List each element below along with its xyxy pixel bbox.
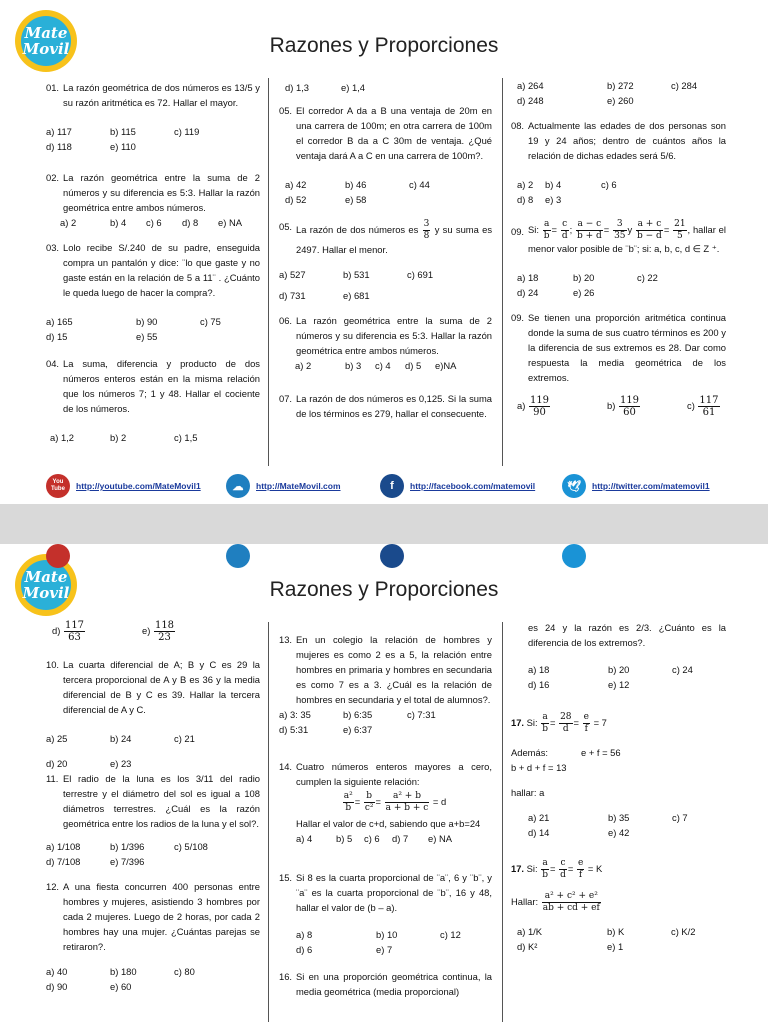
column-divider <box>502 622 503 1022</box>
footer-links <box>0 474 768 500</box>
question-08: 08. Actualmente las edades de dos personas son 19 y 24 años; dentro de cuántos años la relación de dichas edades será 5/6. <box>511 120 726 161</box>
question-09: 09. Si: $\frac{a}{b}$ = $\frac{c}{d}$ ; $\frac{a - c}{b + d}$ = $\frac{3}{35}$ y $\frac{a + c}{b - d}$ = $\frac{21}{5}$ , hallar el menor valor posible de ¨b¨; si: a, b, c, d ∈ Z ⁺. <box>511 219 726 254</box>
question-01: 01. La razón geométrica de dos números es 13/5 y su razón aritmética es 72. Hallar el mayor. <box>46 82 260 108</box>
question-13: 13. En un colegio la relación de hombres y mujeres es como 2 es a 5, la relación entre hombres en primaria y hombres en secundaria es como 7 es a 3. ¿Cuál es la relación de hombres en secundaria y el total de alumnos?. <box>279 634 492 705</box>
question-05b: 05. La razón de dos números es $\frac{3}{8}$ y su suma es 2497. Hallar el menor. <box>279 219 493 255</box>
column-3: a) 264 b) 272 c) 284 d) 248 e) 260 08. Actualmente las edades de dos personas son 19 y 24 años; dentro de cuántos años la relación de dichas edades será 5/6. a) 2 b) 4 c) 6 d) 8 e) 3 09. Si: $\frac{a}{b}$ = $\frac{c}{d}$ ; $\frac{a - c}{b + d}$ = $\frac{3}{35}$ y $\frac{a + c}{b - d}$ = $\frac{21}{5}$ , hallar el menor valor posible de ¨b¨; si: a, b, c, d ∈ Z ⁺. a) 18 b) 20 c) 22 d) 24 e) 26 09. Se tienen una proporción aritmética continua donde la suma de sus cuatro términos es 200 y la diferencia de sus extremos es 28. Dar como respuesta la media geométrica de los extremos. a) $\frac{119}{90}$ b) $\frac{119}{60}$ c) $\frac{117}{61}$ <box>511 80 726 418</box>
column-divider <box>268 78 269 466</box>
column-1: 01. La razón geométrica de dos números es 13/5 y su razón aritmética es 72. Hallar el mayor. a) 117 b) 115 c) 119 d) 118 e) 110 02. La razón geométrica entre la suma de 2 números y su diferencia es 5:3. Hallar la razón geométrica entre ambos números. a) 2 b) 4 c) 6 d) 8 e) NA 03. Lolo recibe S/.240 de su padre, enseguida compra un pantalón y dice: ¨lo que gaste y no gaste están en la relación de 5 a 11¨ . ¿Cuánto le queda luego de hacer la compra?. a) 165 b) 90 c) 75 d) 15 e) 55 04. La suma, diferencia y producto de dos números enteros están en la misma relación que los números 7; 1 y 48. Hallar el cociente de los números. a) 1,2 b) 2 c) 1,5 <box>46 82 260 443</box>
question-14: 14. Cuatro números enteros mayores a cero, cumplen la siguiente relación: $\frac{\text{a²}}{b}$ = $\frac{b}{\text{c²}}$ = $\frac{\text{a² + b}}{a + b + c}$ = d Hallar el valor de c+d, sabiendo que a+b=24 <box>279 761 492 829</box>
facebook-icon: f <box>380 474 404 498</box>
question-06: 06. La razón geométrica entre la suma de 2 números y su diferencia es 5:3. Hallar la razón geométrica entre ambos números. <box>279 315 492 356</box>
facebook-link[interactable]: http://facebook.com/matemovil <box>410 481 536 491</box>
twitter-icon <box>562 544 586 568</box>
worksheet-page-2 <box>0 544 768 1024</box>
question-17: 17. Si: $\frac{a}{b}$ = $\frac{28}{d}$ = $\frac{e}{f}$ = 7 Además: e + f = 56 b + d + f = 13 hallar: a a) 21 b) 35 c) 7 d) 14 e) 42 <box>511 712 688 838</box>
youtube-icon <box>46 544 70 568</box>
question-17b: 17. Si: $\frac{a}{b}$ = $\frac{c}{d}$ = $\frac{e}{f}$ = K Hallar: $\frac{\text{a² + c² + e²}}{ab + cd + ef}$ a) 1/K b) K c) K/2 d) K² e) 1 <box>511 858 696 952</box>
cloud-icon: ☁ <box>226 474 250 498</box>
cloud-icon <box>226 544 250 568</box>
matemovil-logo: Mate Movil <box>15 10 77 72</box>
page-title: Razones y Proporciones <box>269 34 499 57</box>
question-16-continued: es 24 y la razón es 2/3. ¿Cuánto es la diferencia de los extremos?. <box>528 622 726 648</box>
column-divider <box>268 622 269 1022</box>
matemovil-logo: Mate Movil <box>15 554 77 616</box>
website-link[interactable]: http://MateMovil.com <box>256 481 341 491</box>
question-02: 02. La razón geométrica entre la suma de 2 números y su diferencia es 5:3. Hallar la razón geométrica entre ambos números. <box>46 172 260 213</box>
question-10: 10. La cuarta diferencial de A; B y C es 29 la tercera proporcional de A y B es 36 y la media diferencial de B y C es 39. Hallar la tercera diferencial de A y C. <box>46 659 260 715</box>
column-3: es 24 y la razón es 2/3. ¿Cuánto es la diferencia de los extremos?. a) 18 b) 20 c) 24 d) 16 e) 12 17. Si: $\frac{a}{b}$ = $\frac{28}{d}$ = $\frac{e}{f}$ = 7 Además: e + f = 56 b + d + f = 13 hallar: a a) 21 b) 35 c) 7 d) 14 e) 42 17. Si: $\frac{a}{b}$ = $\frac{c}{d}$ = $\frac{e}{f}$ = K Hallar: $\frac{\text{a² + c² + e²}}{ab + cd + ef}$ a) 1/K b) K c) K/2 d) K² e) 1 <box>511 622 726 952</box>
question-12: 12. A una fiesta concurren 400 personas entre hombres y mujeres, asistiendo 3 hombres por cada 2 mujeres. Luego de 2 horas, por cada 2 hombres hay una mujer. ¿Cuántas parejas se retiraron?. <box>46 881 260 952</box>
worksheet-page-1 <box>0 0 768 504</box>
youtube-link[interactable]: http://youtube.com/MateMovil1 <box>76 481 201 491</box>
facebook-icon <box>380 544 404 568</box>
column-1: d) $\frac{117}{63}$ e) $\frac{118}{23}$ 10. La cuarta diferencial de A; B y C es 29 la tercera proporcional de A y B es 36 y la media diferencial de B y C es 39. Hallar la tercera diferencial de A y C. a) 25 b) 24 c) 21 d) 20 e) 23 11. El radio de la luna es los 3/11 del radio terrestre y el diámetro del sol es igual a 108 diámetros terrestres. ¿Cuál es la razón geométrica entre los radios de la luna y el sol?. a) 1/108 b) 1/396 c) 5/108 d) 7/108 e) 7/396 12. A una fiesta concurren 400 personas entre hombres y mujeres, asistiendo 3 hombres por cada 2 mujeres. Luego de 2 horas, por cada 2 hombres hay una mujer. ¿Cuántas parejas se retiraron?. a) 40 b) 180 c) 80 d) 90 e) 60 <box>46 620 260 992</box>
question-07: 07. La razón de dos números es 0,125. Si la suma de los términos es 279, hallar el consecuente. <box>279 393 492 419</box>
column-2: d) 1,3 e) 1,4 05. El corredor A da a B una ventaja de 20m en una carrera de 100m; en otra carrera de 100m el corredor B da a C 30m de ventaja. ¿Qué ventaja dará A a C en una carrera de 100m?. a) 42 b) 46 c) 44 d) 52 e) 58 05. La razón de dos números es $\frac{3}{8}$ y su suma es 2497. Hallar el menor. a) 527 b) 531 c) 691 d) 731 e) 681 06. La razón geométrica entre la suma de 2 números y su diferencia es 5:3. Hallar la razón geométrica entre ambos números. a) 2 b) 3 c) 4 d) 5 e)NA 07. La razón de dos números es 0,125. Si la suma de los términos es 279, hallar el consecuente. <box>279 82 493 419</box>
question-04: 04. La suma, diferencia y producto de dos números enteros están en la misma relación que los números 7; 1 y 48. Hallar el cociente de los números. <box>46 358 260 414</box>
column-divider <box>502 78 503 466</box>
question-16: 16. Si en una proporción geométrica continua, la media geométrica (media proporcional) <box>279 971 492 997</box>
question-11: 11. El radio de la luna es los 3/11 del radio terrestre y el diámetro del sol es igual a 108 diámetros terrestres. ¿Cuál es la razón geométrica entre los radios de la luna y el sol?. <box>46 773 260 829</box>
question-09b: 09. Se tienen una proporción aritmética continua donde la suma de sus cuatro términos es 200 y la diferencia de sus extremos es 28. Dar como respuesta la media geométrica de los extremos. <box>511 312 726 383</box>
question-03: 03. Lolo recibe S/.240 de su padre, enseguida compra un pantalón y dice: ¨lo que gaste y no gaste están en la relación de 5 a 11¨ . ¿Cuánto le queda luego de hacer la compra?. <box>46 242 260 298</box>
question-05: 05. El corredor A da a B una ventaja de 20m en una carrera de 100m; en otra carrera de 100m el corredor B da a C 30m de ventaja. ¿Qué ventaja dará A a C en una carrera de 100m?. <box>279 105 492 161</box>
page-title: Razones y Proporciones <box>269 578 499 601</box>
twitter-link[interactable]: http://twitter.com/matemovil1 <box>592 481 710 491</box>
twitter-icon: 🕊 <box>562 474 586 498</box>
column-2: 13. En un colegio la relación de hombres y mujeres es como 2 es a 5, la relación entre hombres en primaria y hombres en secundaria es como 7 es a 3. ¿Cuál es la relación de hombres en secundaria y el total de alumnos?. a) 3: 35 b) 6:35 c) 7:31 d) 5:31 e) 6:37 14. Cuatro números enteros mayores a cero, cumplen la siguiente relación: $\frac{\text{a²}}{b}$ = $\frac{b}{\text{c²}}$ = $\frac{\text{a² + b}}{a + b + c}$ = d Hallar el valor de c+d, sabiendo que a+b=24 a) 4 b) 5 c) 6 d) 7 e) NA 15. Si 8 es la cuarta proporcional de ¨a¨, 6 y ¨b¨, y ¨a¨ es la cuarta proporcional de ¨b¨, 16 y 48, hallar el valor de (b – a). a) 8 b) 10 c) 12 d) 6 e) 7 16. Si en una proporción geométrica continua, la media geométrica (media proporcional) <box>279 634 492 997</box>
youtube-icon: You Tube <box>46 474 70 498</box>
question-15: 15. Si 8 es la cuarta proporcional de ¨a¨, 6 y ¨b¨, y ¨a¨ es la cuarta proporcional de ¨b¨, 16 y 48, hallar el valor de (b – a). <box>279 872 492 913</box>
